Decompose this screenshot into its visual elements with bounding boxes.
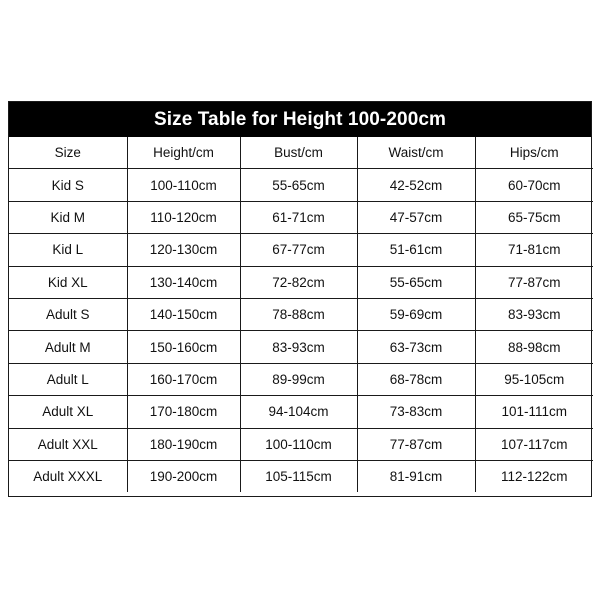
cell-hips: 60-70cm bbox=[475, 169, 593, 201]
column-header-height: Height/cm bbox=[127, 137, 240, 169]
cell-height: 150-160cm bbox=[127, 331, 240, 363]
table-row bbox=[9, 331, 593, 363]
column-header-waist: Waist/cm bbox=[357, 137, 475, 169]
cell-bust: 55-65cm bbox=[240, 169, 357, 201]
cell-waist: 81-91cm bbox=[357, 460, 475, 492]
cell-waist: 77-87cm bbox=[357, 428, 475, 460]
cell-hips: 88-98cm bbox=[475, 331, 593, 363]
cell-bust: 61-71cm bbox=[240, 201, 357, 233]
size-grid bbox=[9, 137, 593, 492]
table-row bbox=[9, 460, 593, 492]
cell-height: 160-170cm bbox=[127, 363, 240, 395]
cell-size: Kid L bbox=[9, 234, 127, 266]
cell-size: Adult S bbox=[9, 298, 127, 330]
cell-size: Kid M bbox=[9, 201, 127, 233]
cell-hips: 83-93cm bbox=[475, 298, 593, 330]
table-row bbox=[9, 428, 593, 460]
cell-waist: 42-52cm bbox=[357, 169, 475, 201]
cell-height: 140-150cm bbox=[127, 298, 240, 330]
cell-bust: 83-93cm bbox=[240, 331, 357, 363]
cell-height: 110-120cm bbox=[127, 201, 240, 233]
cell-bust: 100-110cm bbox=[240, 428, 357, 460]
cell-height: 130-140cm bbox=[127, 266, 240, 298]
column-header-size: Size bbox=[9, 137, 127, 169]
cell-hips: 95-105cm bbox=[475, 363, 593, 395]
cell-size: Adult XXXL bbox=[9, 460, 127, 492]
cell-bust: 67-77cm bbox=[240, 234, 357, 266]
table-row bbox=[9, 201, 593, 233]
cell-hips: 77-87cm bbox=[475, 266, 593, 298]
cell-hips: 101-111cm bbox=[475, 396, 593, 428]
table-row bbox=[9, 363, 593, 395]
cell-waist: 51-61cm bbox=[357, 234, 475, 266]
cell-waist: 55-65cm bbox=[357, 266, 475, 298]
column-header-bust: Bust/cm bbox=[240, 137, 357, 169]
cell-height: 180-190cm bbox=[127, 428, 240, 460]
table-row bbox=[9, 169, 593, 201]
cell-waist: 59-69cm bbox=[357, 298, 475, 330]
table-row bbox=[9, 234, 593, 266]
cell-waist: 47-57cm bbox=[357, 201, 475, 233]
table-row bbox=[9, 396, 593, 428]
cell-height: 100-110cm bbox=[127, 169, 240, 201]
cell-size: Kid S bbox=[9, 169, 127, 201]
header-row bbox=[9, 137, 593, 169]
cell-waist: 68-78cm bbox=[357, 363, 475, 395]
table-row bbox=[9, 266, 593, 298]
cell-hips: 112-122cm bbox=[475, 460, 593, 492]
cell-hips: 71-81cm bbox=[475, 234, 593, 266]
cell-height: 170-180cm bbox=[127, 396, 240, 428]
cell-size: Kid XL bbox=[9, 266, 127, 298]
cell-height: 190-200cm bbox=[127, 460, 240, 492]
cell-size: Adult XL bbox=[9, 396, 127, 428]
size-table bbox=[8, 101, 592, 497]
column-header-hips: Hips/cm bbox=[475, 137, 593, 169]
cell-bust: 89-99cm bbox=[240, 363, 357, 395]
cell-bust: 105-115cm bbox=[240, 460, 357, 492]
cell-size: Adult XXL bbox=[9, 428, 127, 460]
cell-hips: 107-117cm bbox=[475, 428, 593, 460]
cell-size: Adult M bbox=[9, 331, 127, 363]
table-title: Size Table for Height 100-200cm bbox=[9, 102, 591, 137]
cell-bust: 72-82cm bbox=[240, 266, 357, 298]
cell-waist: 73-83cm bbox=[357, 396, 475, 428]
cell-waist: 63-73cm bbox=[357, 331, 475, 363]
cell-height: 120-130cm bbox=[127, 234, 240, 266]
table-row bbox=[9, 298, 593, 330]
cell-bust: 94-104cm bbox=[240, 396, 357, 428]
cell-hips: 65-75cm bbox=[475, 201, 593, 233]
cell-bust: 78-88cm bbox=[240, 298, 357, 330]
cell-size: Adult L bbox=[9, 363, 127, 395]
